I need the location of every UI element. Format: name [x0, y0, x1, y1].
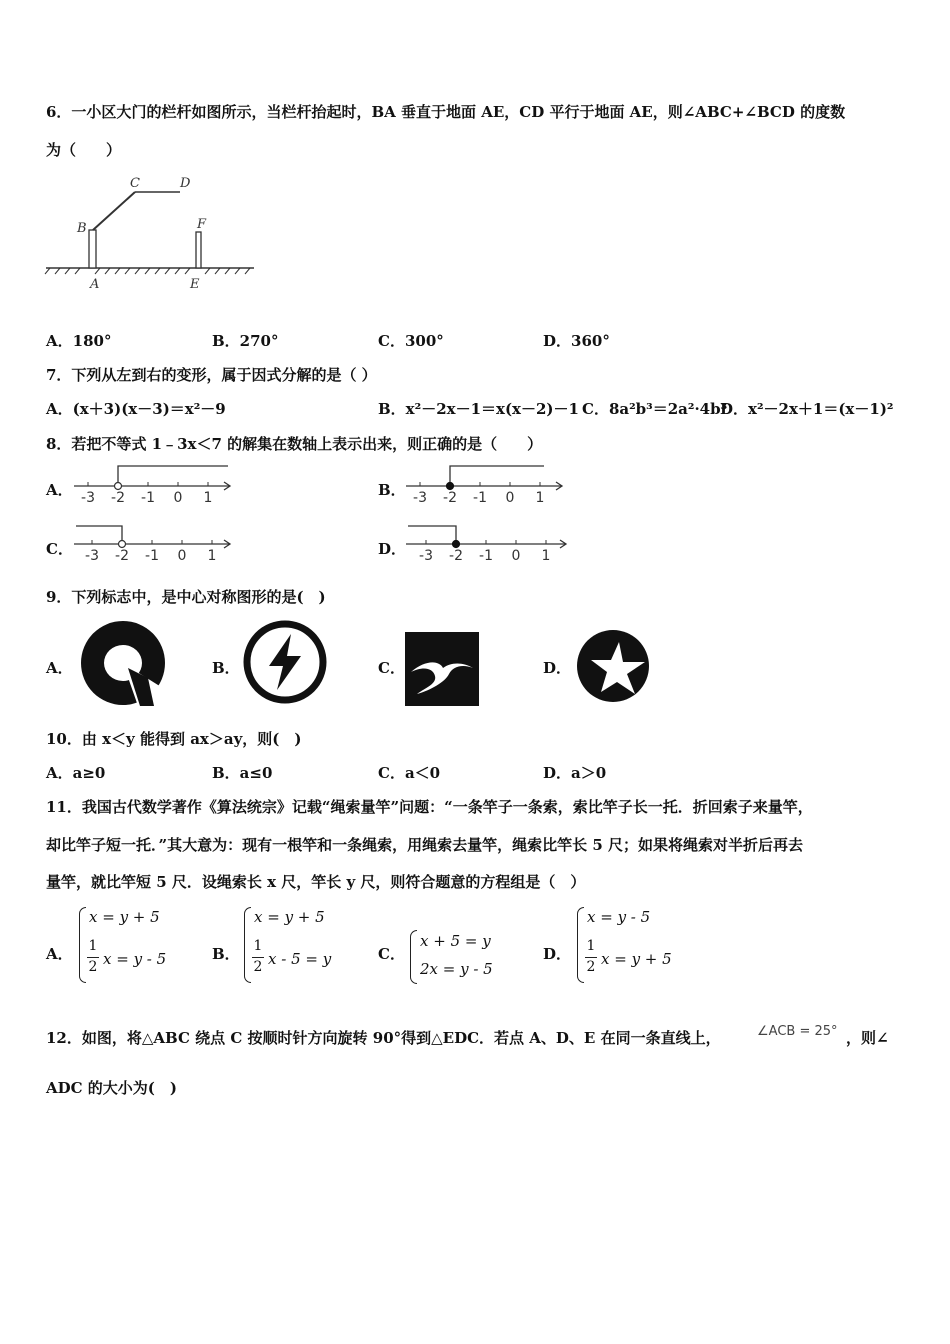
- q8-option-c-label: C．: [46, 540, 73, 558]
- q11-brace-b: [244, 907, 251, 983]
- q6-stem-line2: 为（ ）: [46, 141, 122, 159]
- q8-stem: 8．若把不等式 1﹣3x＜7 的解集在数轴上表示出来，则正确的是（ ）: [46, 435, 543, 453]
- tick-label: -1: [473, 490, 487, 506]
- q11-d-half-den: 2: [586, 959, 596, 975]
- q11-a-frac-bar: [87, 957, 99, 958]
- q11-option-a-label: A．: [46, 945, 73, 963]
- q9-logo-a-icon: [78, 620, 168, 706]
- tick-label: -3: [81, 490, 95, 506]
- q6-option-d: D．360°: [543, 332, 610, 350]
- q9-option-a-label: A．: [46, 659, 73, 677]
- label-f: F: [197, 217, 207, 232]
- q11-brace-c: [410, 930, 417, 984]
- tick-label: -3: [419, 548, 433, 564]
- q11-brace-a: [79, 907, 86, 983]
- q9-logo-b-lightning-icon: [243, 620, 327, 704]
- q8-numberline-c: [70, 520, 240, 564]
- q11-c-eq1: x + 5 = y: [420, 932, 491, 950]
- q11-d-half-num: 1: [586, 938, 596, 954]
- tick-label: 1: [207, 548, 217, 564]
- q9-logo-d-star-icon: [575, 628, 651, 704]
- q9-stem: 9．下列标志中，是中心对称图形的是( ): [46, 588, 326, 606]
- q12-stem-line1: 12．如图，将△ABC 绕点 C 按顺时针方向旋转 90°得到△EDC．若点 A、D、E 在同一条直线上，: [46, 1029, 721, 1047]
- q12-stem-after: ，则∠: [846, 1029, 889, 1047]
- tick-label: 0: [511, 548, 521, 564]
- tick-label: 0: [177, 548, 187, 564]
- q11-stem-line3: 量竿，就比竿短 5 尺．设绳索长 x 尺，竿长 y 尺，则符合题意的方程组是（ ）: [46, 873, 586, 891]
- q9-option-b-label: B．: [212, 659, 240, 677]
- tick-label: -3: [85, 548, 99, 564]
- q11-d-frac-bar: [585, 957, 597, 958]
- q8-option-a-label: A．: [46, 481, 73, 499]
- q11-a-eq2: x = y - 5: [103, 950, 167, 968]
- q11-b-half-num: 1: [253, 938, 263, 954]
- tick-label: -1: [141, 490, 155, 506]
- q11-brace-d: [577, 907, 584, 983]
- q11-option-d-label: D．: [543, 945, 572, 963]
- tick-label: -3: [413, 490, 427, 506]
- q11-a-eq1: x = y + 5: [89, 908, 160, 926]
- tick-label: -1: [145, 548, 159, 564]
- q11-stem-line2: 却比竿子短一托．”其大意为：现有一根竿和一条绳索，用绳索去量竿，绳索比竿长 5 尺；如果将绳索对半折后再去: [46, 836, 804, 854]
- q11-b-frac-bar: [252, 957, 264, 958]
- q11-c-eq2: 2x = y - 5: [420, 960, 493, 978]
- q6-option-b: B．270°: [212, 332, 279, 350]
- q10-option-b: B．a≤0: [212, 764, 273, 782]
- q9-option-c-label: C．: [378, 659, 405, 677]
- q10-stem: 10．由 x＜y 能得到 ax＞ay，则( ): [46, 730, 302, 748]
- q12-stem-line2: ADC 的大小为( ): [46, 1079, 178, 1097]
- q11-a-half-num: 1: [88, 938, 98, 954]
- q11-b-half-den: 2: [253, 959, 263, 975]
- q7-option-c: C．8a²b³＝2a²·4b³: [582, 400, 728, 418]
- tick-label: -2: [115, 548, 129, 564]
- q10-option-a: A．a≥0: [46, 764, 106, 782]
- tick-label: 1: [203, 490, 213, 506]
- tick-label: -2: [443, 490, 457, 506]
- q11-option-c-label: C．: [378, 945, 405, 963]
- label-c: C: [130, 176, 140, 191]
- tick-label: -2: [111, 490, 125, 506]
- q8-numberline-d: [402, 520, 572, 564]
- q8-option-b-label: B．: [378, 481, 406, 499]
- q6-stem-line1: 6．一小区大门的栏杆如图所示，当栏杆抬起时，BA 垂直于地面 AE，CD 平行于地面 AE，则∠ABC+∠BCD 的度数: [46, 103, 846, 121]
- q10-option-d: D．a＞0: [543, 764, 607, 782]
- tick-label: 0: [173, 490, 183, 506]
- tick-label: 1: [535, 490, 545, 506]
- tick-label: 0: [505, 490, 515, 506]
- q8-numberline-a: [70, 462, 240, 504]
- q7-option-b: B．x²－2x－1＝x(x－2)－1: [378, 400, 579, 418]
- label-d: D: [180, 176, 191, 191]
- label-b: B: [77, 221, 87, 236]
- q11-d-eq2: x = y + 5: [601, 950, 672, 968]
- q7-stem: 7．下列从左到右的变形，属于因式分解的是（ ）: [46, 366, 377, 384]
- q11-d-eq1: x = y - 5: [587, 908, 651, 926]
- tick-label: -1: [479, 548, 493, 564]
- q12-angle: ∠ACB = 25°: [757, 1024, 838, 1039]
- q11-b-eq2: x - 5 = y: [268, 950, 332, 968]
- q11-stem-line1: 11．我国古代数学著作《算法统宗》记载“绳索量竿”问题：“一条竿子一条索，索比竿子长一托．折回索子来量竿，: [46, 798, 813, 816]
- q6-gate-figure: [40, 170, 260, 295]
- q9-logo-c-wave-icon: [405, 632, 479, 706]
- q8-numberline-b: [402, 462, 572, 504]
- label-e: E: [190, 277, 200, 292]
- q9-option-d-label: D．: [543, 659, 572, 677]
- q7-option-d: D．x²－2x＋1＝(x－1)²: [720, 400, 894, 418]
- q6-option-c: C．300°: [378, 332, 444, 350]
- tick-label: 1: [541, 548, 551, 564]
- q8-option-d-label: D．: [378, 540, 407, 558]
- q10-option-c: C．a＜0: [378, 764, 441, 782]
- q11-a-half-den: 2: [88, 959, 98, 975]
- q11-option-b-label: B．: [212, 945, 240, 963]
- q7-option-a: A．(x＋3)(x－3)＝x²－9: [46, 400, 226, 418]
- label-a: A: [90, 277, 100, 292]
- tick-label: -2: [449, 548, 463, 564]
- q6-option-a: A．180°: [46, 332, 112, 350]
- q11-b-eq1: x = y + 5: [254, 908, 325, 926]
